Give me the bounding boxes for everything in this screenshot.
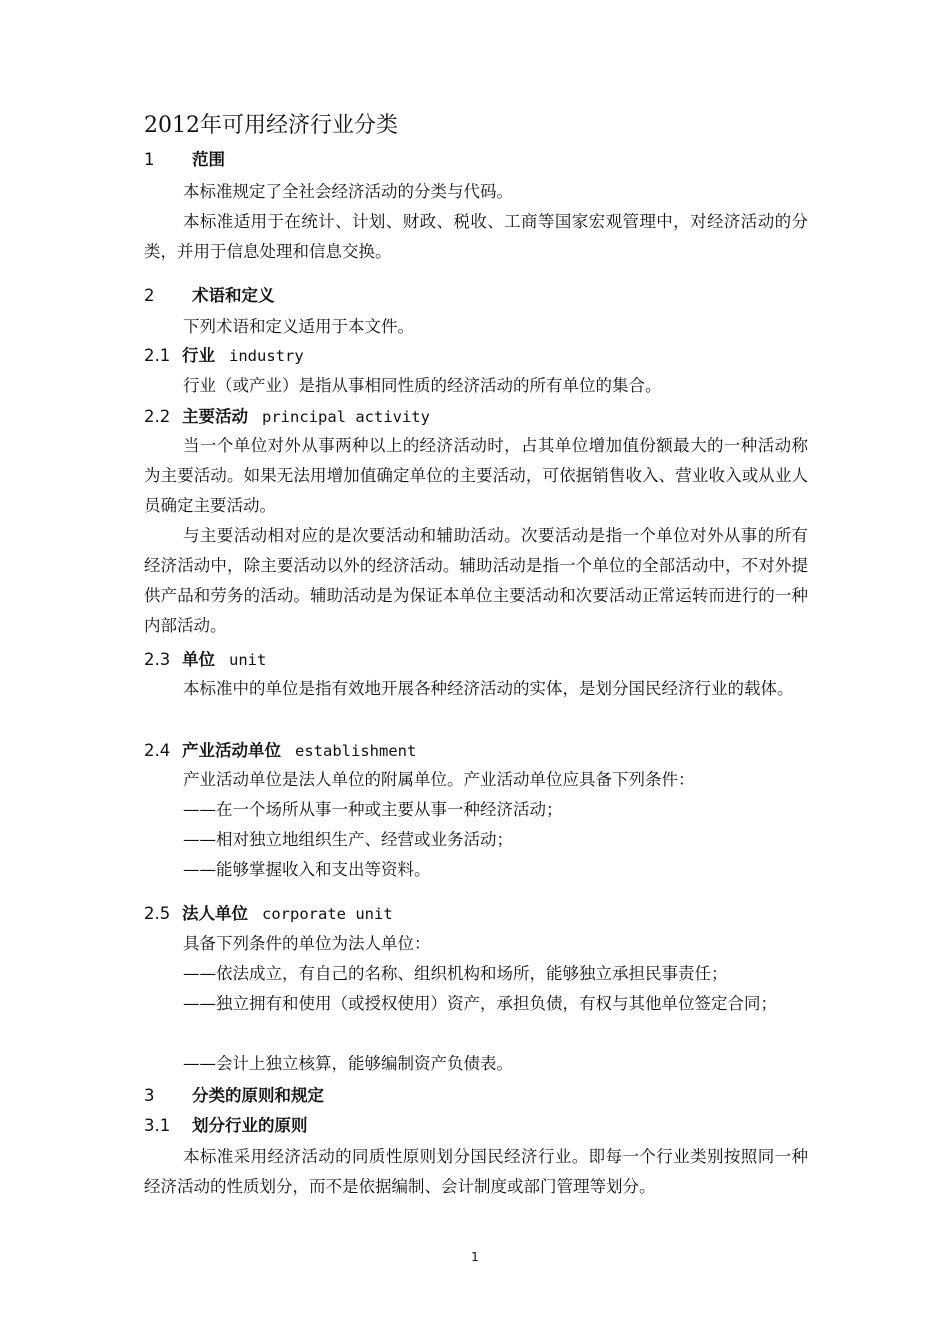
section-2-4-paragraph-1: 产业活动单位是法人单位的附属单位。产业活动单位应具备下列条件： — [183, 770, 695, 789]
section-2-4-label: 产业活动单位 — [182, 741, 281, 760]
section-2-1-english: industry — [229, 347, 304, 365]
section-2-5-paragraph-1: 具备下列条件的单位为法人单位： — [183, 934, 431, 953]
section-3-label: 分类的原则和规定 — [192, 1086, 324, 1105]
section-3-heading — [144, 1084, 324, 1108]
section-2-4-english: establishment — [295, 742, 417, 760]
section-2-5-heading — [144, 902, 393, 926]
section-2-2-paragraph-2: 与主要活动相对应的是次要活动和辅助活动。次要活动是指一个单位对外从事的所有经济活动中，除主要活动以外的经济活动。辅助活动是指一个单位的全部活动中，不对外提供产品和劳务的活动。辅助活动是为保证本单位主要活动和次要活动正常运转而进行的一种内部活动。 — [144, 526, 808, 635]
section-1-label: 范围 — [192, 150, 225, 169]
section-2-4-list-item: ——在一个场所从事一种或主要从事一种经济活动； — [183, 800, 563, 819]
section-2-4-list-item: ——能够掌握收入和支出等资料。 — [183, 860, 431, 879]
section-2-3-heading — [144, 648, 266, 672]
section-2-1-label: 行业 — [182, 346, 215, 365]
section-2-2-number: 2.2 — [144, 407, 171, 426]
page-number: 1 — [471, 1250, 479, 1264]
section-3-1-number: 3.1 — [144, 1116, 171, 1135]
section-2-1-paragraph-1: 行业（或产业）是指从事相同性质的经济活动的所有单位的集合。 — [183, 376, 662, 395]
section-1-paragraph-2: 本标准适用于在统计、计划、财政、税收、工商等国家宏观管理中，对经济活动的分类，并用于信息处理和信息交换。 — [144, 212, 808, 261]
section-2-1-heading — [144, 344, 304, 368]
section-2-5-number: 2.5 — [144, 904, 171, 923]
section-1-paragraph-1: 本标准规定了全社会经济活动的分类与代码。 — [183, 182, 513, 201]
section-2-heading — [144, 284, 275, 308]
section-1-number: 1 — [144, 150, 155, 169]
section-2-3-number: 2.3 — [144, 650, 171, 669]
section-3-number: 3 — [144, 1086, 155, 1105]
section-3-1-heading — [144, 1114, 308, 1138]
section-2-2-english: principal activity — [262, 408, 430, 426]
section-2-label: 术语和定义 — [192, 286, 275, 305]
section-3-1-paragraph-1: 本标准采用经济活动的同质性原则划分国民经济行业。即每一个行业类别按照同一种经济活动的性质划分，而不是依据编制、会计制度或部门管理等划分。 — [144, 1147, 808, 1196]
document-title: 2012年可用经济行业分类 — [144, 113, 398, 138]
section-2-2-paragraph-1: 当一个单位对外从事两种以上的经济活动时，占其单位增加值份额最大的一种活动称为主要活动。如果无法用增加值确定单位的主要活动，可依据销售收入、营业收入或从业人员确定主要活动。 — [144, 436, 808, 515]
section-2-3-english: unit — [229, 651, 267, 669]
section-2-3-label: 单位 — [182, 650, 215, 669]
section-2-5-list-item-2: ——独立拥有和使用（或授权使用）资产，承担负债，有权与其他单位签定合同； — [183, 994, 777, 1013]
section-2-3-paragraph-1: 本标准中的单位是指有效地开展各种经济活动的实体，是划分国民经济行业的载体。 — [183, 679, 794, 698]
section-2-1-number: 2.1 — [144, 346, 171, 365]
section-3-1-label: 划分行业的原则 — [192, 1116, 308, 1135]
section-2-2-heading — [144, 405, 430, 429]
section-2-2-label: 主要活动 — [182, 407, 248, 426]
section-2-4-number: 2.4 — [144, 741, 171, 760]
section-2-5-list-item-3: ——会计上独立核算，能够编制资产负债表。 — [183, 1054, 513, 1073]
section-2-4-heading — [144, 739, 416, 763]
section-2-5-english: corporate unit — [262, 905, 393, 923]
section-2-5-label: 法人单位 — [182, 904, 248, 923]
section-2-number: 2 — [144, 286, 155, 305]
section-2-4-list-item: ——相对独立地组织生产、经营或业务活动； — [183, 830, 513, 849]
section-2-5-list-item-1: ——依法成立，有自己的名称、组织机构和场所，能够独立承担民事责任； — [183, 964, 728, 983]
section-1-heading — [144, 148, 225, 172]
section-2-paragraph-1: 下列术语和定义适用于本文件。 — [183, 317, 414, 336]
